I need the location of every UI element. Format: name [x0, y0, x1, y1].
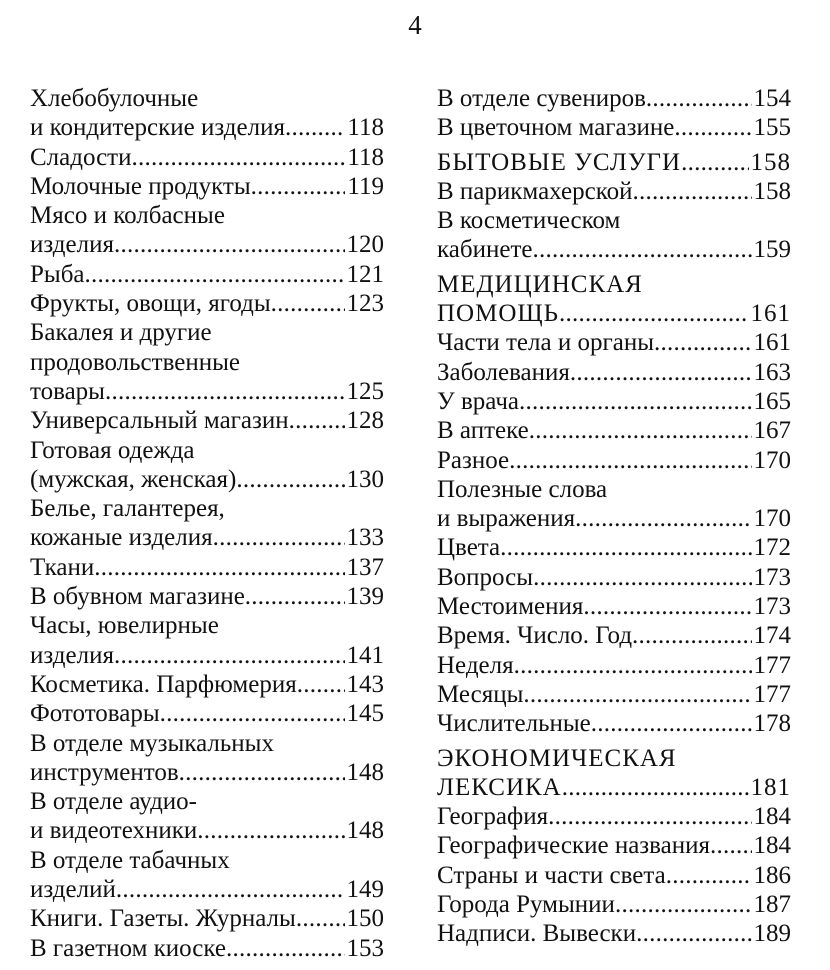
- toc-title: и видеотехники: [30, 817, 198, 845]
- dot-leader: [271, 289, 345, 318]
- toc-page-number: 141: [346, 641, 384, 669]
- dot-leader: [562, 773, 749, 802]
- dot-leader: [548, 802, 751, 831]
- toc-line: [30, 201, 384, 230]
- toc-title: (мужская, женская): [30, 465, 237, 493]
- toc-page-number: 174: [753, 622, 791, 650]
- toc-line: [30, 670, 384, 699]
- toc-line: [30, 230, 384, 259]
- toc-line: [30, 289, 384, 318]
- toc-line: [30, 348, 384, 377]
- dot-leader: [94, 553, 344, 582]
- toc-title: Фрукты, овощи, ягоды: [30, 290, 271, 318]
- toc-page-number: 148: [346, 758, 384, 786]
- toc-page-number: 133: [346, 524, 384, 552]
- toc-line: [437, 475, 791, 504]
- dot-leader: [132, 143, 346, 172]
- toc-title: Фототовары: [30, 700, 160, 728]
- toc-entry: [30, 553, 384, 582]
- dot-leader: [615, 890, 752, 919]
- toc-page-number: 139: [346, 583, 384, 611]
- toc-line: [437, 592, 791, 621]
- toc-line: [437, 177, 791, 206]
- dot-leader: [519, 387, 751, 416]
- dot-leader: [570, 358, 752, 387]
- toc-line: [437, 861, 791, 890]
- toc-line: [30, 436, 384, 465]
- toc-line: [30, 758, 384, 787]
- dot-leader: [289, 406, 345, 435]
- toc-title: Местоимения: [437, 593, 584, 621]
- toc-line: [30, 260, 384, 289]
- toc-line: [30, 729, 384, 758]
- toc-line: [437, 148, 791, 177]
- toc-line: [437, 235, 791, 264]
- dot-leader: [681, 148, 748, 177]
- toc-title: Бакалея и другие: [30, 319, 212, 347]
- toc-line: [30, 143, 384, 172]
- toc-title: В парикмахерской: [437, 177, 633, 205]
- toc-line: [437, 651, 791, 680]
- toc-title: Заболевания: [437, 358, 570, 386]
- toc-page-number: 153: [346, 934, 384, 962]
- toc-page-number: 159: [753, 236, 791, 264]
- toc-section-heading: [437, 148, 791, 177]
- toc-entry: [437, 416, 791, 445]
- toc-line: [30, 494, 384, 523]
- dot-leader: [236, 465, 344, 494]
- toc-entry: [30, 729, 384, 788]
- toc-page-number: 181: [750, 773, 791, 801]
- toc-entry: [437, 680, 791, 709]
- toc-page-number: 184: [753, 832, 791, 860]
- toc-entry: [30, 318, 384, 406]
- toc-line: [437, 831, 791, 860]
- toc-line: [30, 904, 384, 933]
- toc-title: Книги. Газеты. Журналы: [30, 905, 296, 933]
- toc-page-number: 154: [753, 85, 791, 112]
- toc-line: [437, 680, 791, 709]
- toc-title: Время. Число. Год: [437, 622, 633, 650]
- toc-line: [30, 406, 384, 435]
- toc-line: [437, 299, 791, 328]
- toc-title: продовольственные: [30, 348, 240, 376]
- toc-title: Вопросы: [437, 563, 534, 591]
- toc-entry: [437, 177, 791, 206]
- toc-page-number: 150: [346, 905, 384, 933]
- dot-leader: [523, 680, 751, 709]
- toc-entry: [437, 802, 791, 831]
- toc-title: кожаные изделия: [30, 524, 213, 552]
- toc-title: Разное: [437, 446, 510, 474]
- toc-line: [30, 787, 384, 816]
- toc-page-number: 145: [346, 700, 384, 728]
- toc-entry: [437, 475, 791, 534]
- toc-page-number: 173: [753, 593, 791, 621]
- page-number: 4: [408, 10, 422, 40]
- toc-page-number: 165: [753, 387, 791, 415]
- toc-title: изделий: [30, 876, 116, 904]
- toc-line: [437, 84, 791, 113]
- toc-title: В косметическом: [437, 207, 621, 235]
- toc-entry: [437, 84, 791, 113]
- toc-entry: [437, 206, 791, 265]
- dot-leader: [85, 260, 345, 289]
- dot-leader: [297, 670, 345, 699]
- toc-entry: [437, 563, 791, 592]
- toc-line: [30, 113, 384, 142]
- dot-leader: [591, 709, 752, 738]
- toc-page-number: 173: [753, 563, 791, 591]
- toc-title: В цветочном магазине: [437, 114, 675, 142]
- toc-entry: [30, 201, 384, 260]
- dot-leader: [296, 904, 345, 933]
- toc-entry: [437, 890, 791, 919]
- toc-title: Ткани: [30, 553, 95, 581]
- toc-entry: [30, 787, 384, 846]
- toc-title: Части тела и органы: [437, 329, 654, 357]
- dot-leader: [114, 230, 345, 259]
- toc-entry: [30, 406, 384, 435]
- toc-line: [437, 709, 791, 738]
- toc-line: [30, 318, 384, 347]
- toc-line: [437, 919, 791, 948]
- dot-leader: [285, 113, 345, 142]
- toc-entry: [30, 494, 384, 553]
- toc-line: [437, 446, 791, 475]
- toc-page-number: 178: [753, 710, 791, 738]
- toc-entry: [437, 446, 791, 475]
- toc-title: Готовая одежда: [30, 436, 195, 464]
- dot-leader: [632, 621, 751, 650]
- toc-title: изделия: [30, 231, 114, 259]
- toc-title: товары: [30, 377, 105, 405]
- toc-title: Цвета: [437, 534, 501, 562]
- toc-title: Сладости: [30, 143, 132, 171]
- toc-entry: [437, 592, 791, 621]
- toc-title: В отделе табачных: [30, 846, 230, 874]
- toc-line: [437, 563, 791, 592]
- toc-line: [30, 846, 384, 875]
- toc-title: В газетном киоске: [30, 934, 227, 962]
- toc-title: Города Румынии: [437, 891, 615, 919]
- dot-leader: [514, 651, 752, 680]
- toc-page-number: 161: [750, 300, 791, 328]
- toc-entry: [30, 84, 384, 143]
- toc-entry: [437, 709, 791, 738]
- toc-line: [30, 523, 384, 552]
- toc-entry: [30, 670, 384, 699]
- toc-entry: [437, 651, 791, 680]
- dot-leader: [710, 831, 751, 860]
- toc-page-number: 137: [346, 553, 384, 581]
- toc-entry: [30, 436, 384, 495]
- toc-line: [437, 744, 791, 773]
- toc-entry: [437, 861, 791, 890]
- toc-page-number: 130: [346, 465, 384, 493]
- toc-title: инструментов: [30, 758, 179, 786]
- toc-line: [437, 802, 791, 831]
- toc-line: [30, 582, 384, 611]
- toc-title: Рыба: [30, 260, 85, 288]
- toc-title: кабинете: [437, 236, 533, 264]
- toc-page-number: 155: [753, 114, 791, 142]
- toc-title: БЫТОВЫЕ УСЛУГИ: [437, 148, 682, 176]
- toc-page-number: 170: [753, 505, 791, 533]
- toc-entry: [30, 289, 384, 318]
- toc-line: [437, 270, 791, 299]
- toc-line: [30, 465, 384, 494]
- toc-title: МЕДИЦИНСКАЯ: [437, 270, 643, 298]
- toc-title: ЭКОНОМИЧЕСКАЯ: [437, 744, 677, 772]
- toc-line: [30, 172, 384, 201]
- toc-title: Косметика. Парфюмерия: [30, 670, 297, 698]
- toc-title: ЛЕКСИКА: [437, 773, 562, 801]
- toc-section-heading: [437, 270, 791, 329]
- toc-page-number: 184: [753, 803, 791, 831]
- toc-line: [437, 773, 791, 802]
- toc-title: Надписи. Вывески: [437, 920, 637, 948]
- dot-leader: [575, 504, 751, 533]
- toc-title: Страны и части света: [437, 861, 666, 889]
- toc-title: Неделя: [437, 651, 514, 679]
- toc-title: Числительные: [437, 710, 591, 738]
- toc-entry: [30, 143, 384, 172]
- dot-leader: [583, 592, 751, 621]
- toc-title: ПОМОЩЬ: [437, 300, 559, 328]
- toc-title: В отделе сувениров: [437, 85, 646, 112]
- toc-entry: [437, 328, 791, 357]
- toc-title: и выражения: [437, 505, 576, 533]
- toc-page-number: 167: [753, 417, 791, 445]
- toc-page-number: 172: [753, 534, 791, 562]
- toc-line: [30, 377, 384, 406]
- dot-leader: [245, 582, 345, 611]
- toc-title: География: [437, 803, 549, 831]
- toc-page-number: 121: [346, 260, 384, 288]
- toc-page-number: 120: [346, 231, 384, 259]
- toc-page-number: 149: [346, 876, 384, 904]
- toc-page-number: 118: [347, 143, 384, 171]
- toc-entry: [30, 260, 384, 289]
- toc-title: Часы, ювелирные: [30, 612, 219, 640]
- toc-line: [30, 611, 384, 640]
- toc-line: [437, 358, 791, 387]
- toc-line: [437, 533, 791, 562]
- toc-entry: [437, 113, 791, 142]
- dot-leader: [226, 934, 344, 963]
- toc-page-number: 158: [750, 148, 791, 176]
- toc-entry: [437, 387, 791, 416]
- toc-page-number: 158: [753, 177, 791, 205]
- toc-title: Универсальный магазин: [30, 407, 289, 435]
- toc-title: и кондитерские изделия: [30, 114, 285, 142]
- toc-entry: [30, 611, 384, 670]
- toc-title: Мясо и колбасные: [30, 202, 225, 230]
- toc-title: В отделе аудио-: [30, 788, 198, 816]
- toc-page-number: 177: [753, 680, 791, 708]
- toc-title: В аптеке: [437, 417, 529, 445]
- toc-title: У врача: [437, 387, 520, 415]
- toc-title: Месяцы: [437, 680, 524, 708]
- dot-leader: [105, 377, 345, 406]
- toc-line: [437, 113, 791, 142]
- toc-line: [30, 84, 384, 113]
- dot-leader: [666, 861, 752, 890]
- toc-page-number: 118: [347, 114, 384, 142]
- dot-leader: [114, 641, 345, 670]
- dot-leader: [674, 113, 751, 142]
- dot-leader: [116, 875, 345, 904]
- dot-leader: [533, 563, 751, 592]
- toc-title: Географические названия: [437, 832, 711, 860]
- toc-page-number: 187: [753, 891, 791, 919]
- toc-line: [437, 504, 791, 533]
- toc-line: [437, 621, 791, 650]
- dot-leader: [197, 816, 344, 845]
- toc-line: [437, 328, 791, 357]
- dot-leader: [559, 299, 749, 328]
- toc-left-column: [30, 84, 384, 963]
- toc-title: В отделе музыкальных: [30, 729, 274, 757]
- dot-leader: [532, 235, 751, 264]
- toc-section-heading: [437, 744, 791, 803]
- toc-entry: [437, 919, 791, 948]
- toc-page-number: 119: [347, 172, 384, 200]
- toc-line: [437, 387, 791, 416]
- toc-page-number: 186: [753, 861, 791, 889]
- toc-entry: [30, 934, 384, 963]
- toc-line: [437, 890, 791, 919]
- toc-page-number: 128: [346, 407, 384, 435]
- dot-leader: [500, 533, 751, 562]
- dot-leader: [213, 523, 345, 552]
- toc-entry: [437, 831, 791, 860]
- toc-page-number: 189: [753, 920, 791, 948]
- toc-entry: [30, 699, 384, 728]
- toc-title: изделия: [30, 641, 114, 669]
- dot-leader: [654, 328, 752, 357]
- dot-leader: [509, 446, 751, 475]
- dot-leader: [636, 919, 751, 948]
- dot-leader: [646, 84, 752, 113]
- toc-right-column: [437, 84, 791, 949]
- toc-page-number: 170: [753, 446, 791, 474]
- dot-leader: [179, 758, 345, 787]
- toc-entry: [437, 533, 791, 562]
- toc-page-number: 143: [346, 670, 384, 698]
- toc-line: [30, 816, 384, 845]
- toc-entry: [30, 846, 384, 905]
- toc-title: Молочные продукты: [30, 172, 251, 200]
- toc-line: [30, 641, 384, 670]
- toc-line: [30, 934, 384, 963]
- dot-leader: [633, 177, 752, 206]
- dot-leader: [529, 416, 752, 445]
- toc-line: [30, 699, 384, 728]
- toc-line: [437, 416, 791, 445]
- toc-title: Хлебобулочные: [30, 85, 199, 112]
- toc-line: [30, 875, 384, 904]
- toc-page-number: 125: [346, 377, 384, 405]
- toc-page-number: 123: [346, 290, 384, 318]
- toc-page-number: 161: [753, 329, 791, 357]
- toc-entry: [437, 358, 791, 387]
- toc-entry: [30, 582, 384, 611]
- toc-title: Полезные слова: [437, 475, 608, 503]
- toc-page-number: 148: [346, 817, 384, 845]
- toc-title: В обувном магазине: [30, 583, 245, 611]
- toc-title: Белье, галантерея,: [30, 495, 225, 523]
- toc-page-number: 177: [753, 651, 791, 679]
- toc-line: [437, 206, 791, 235]
- toc-page-number: 163: [753, 358, 791, 386]
- toc-entry: [30, 904, 384, 933]
- toc-entry: [30, 172, 384, 201]
- toc-entry: [437, 621, 791, 650]
- dot-leader: [160, 699, 345, 728]
- toc-line: [30, 553, 384, 582]
- dot-leader: [251, 172, 346, 201]
